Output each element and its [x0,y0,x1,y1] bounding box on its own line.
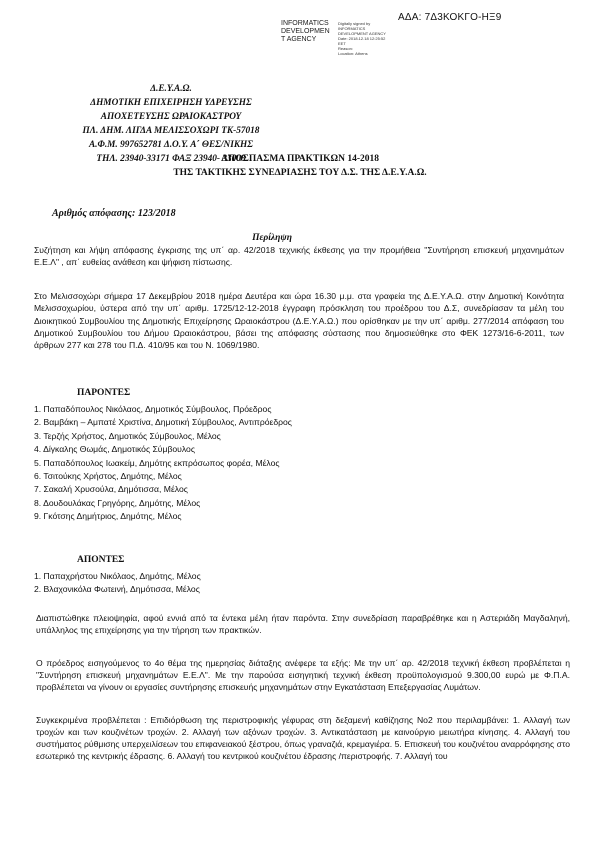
decision-number: Αριθμός απόφασης: 123/2018 [52,208,176,219]
header-line: Α.Φ.Μ. 997652781 Δ.Ο.Υ. Α΄ ΘΕΣ/ΝΙΚΗΣ [88,140,254,150]
stamp-org-name: INFORMATICS DEVELOPMEN T AGENCY [281,20,330,43]
document-title: ΑΠΟΣΠΑΣΜΑ ΠΡΑΚΤΙΚΩΝ 14-2018 ΤΗΣ ΤΑΚΤΙΚΗΣ ΣΥΝΕΔΡΙΑΣΗΣ ΤΟΥ Δ.Σ. ΤΗΣ Δ.Ε.Υ.Α.Ω. [173,154,427,178]
list-item: 1. Παπαδόπουλος Νικόλαος, Δημοτικός Σύμβουλος, Πρόεδρος [34,404,272,414]
list-item: 2. Βαμβάκη – Αμπατέ Χριστίνα, Δημοτική Σύμβουλος, Αντιπρόεδρος [34,417,292,428]
list-item: 8. Δουδουλάκας Γρηγόρης, Δημότης, Μέλος [34,497,201,508]
header-line: ΤΗΛ. 23940-33171 ΦΑΞ 23940- 33008 [96,154,246,164]
quorum-paragraph: Διαπιστώθηκε πλειοψηφία, αφού εννιά από τα έντεκα μέλη ήταν παρόντα. Στην συνεδρίαση παραβρέθηκε και η Αστεριάδη Μαγδαληνή, υπάλληλος της επιχείρησης για την τήρηση των πρακτικών. [36,613,570,635]
intro-paragraph: Στο Μελισσοχώρι σήμερα 17 Δεκεμβρίου 2018 ημέρα Δευτέρα και ώρα 16.30 μ.μ. στα γραφεία της Δ.Ε.Υ.Α.Ω. στην Δημοτική Κοινότητα Μελισσοχωρίου, ύστερα από την υπ΄ αριθμ. 1725/12-12-2018 έγγραφη πρόσκληση του προέδρου του Δ.Σ, συνεδρίασαν τα μέλη του Διοικητικού Συμβουλίου της Δημοτικής Επιχείρησης Ωραιοκάστρου (Δ.Ε.Υ.Α.Ω.) που ορίσθηκαν με την υπ΄ αριθμ. 277/2014 απόφαση του Δημοτικού Συμβουλίου του Δήμου Ωραιοκάστρου, βάσει της απόφασης σύστασης που δημοσιεύθηκε στο ΦΕΚ 1273/16-6-2011, των άρθρων 277 και 278 του Π.Δ. 410/95 και του Ν. 1069/1980. [34,291,564,351]
list-item: 6. Τσιτούκης Χρήστος, Δημότης, Μέλος [34,471,182,482]
list-item: 4. Δίγκαλης Θωμάς, Δημοτικός Σύμβουλος [34,444,195,455]
absent-members-list [34,570,201,597]
stamp-details: Digitally signed by INFORMATICS DEVELOPMENT AGENCY Date: 2018.12.18 12:25:52 EET Reason: Location: Athens [338,21,386,56]
summary-text: Συζήτηση και λήψη απόφασης έγκρισης της υπ΄ αρ. 42/2018 τεχνικής έκθεσης για την προμήθεια "Συντήρηση επισκευή μηχανημάτων Ε.Ε.Λ" , απ΄ ευθείας ανάθεση και ψήφιση πίστωσης. [34,245,564,268]
absent-heading: ΑΠΟΝΤΕΣ [77,555,125,565]
list-item: 3. Τερζής Χρήστος, Δημοτικός Σύμβουλος, Μέλος [34,430,221,441]
header-line: ΔΗΜΟΤΙΚΗ ΕΠΙΧΕΙΡΗΣΗ ΥΔΡΕΥΣΗΣ [90,98,252,108]
present-members-list [34,403,292,524]
summary-heading: Περίληψη [252,233,292,243]
list-item: 9. Γκότσης Δημήτριος, Δημότης, Μέλος [34,511,182,522]
list-item: 1. Παπαχρήστου Νικόλαος, Δημότης, Μέλος [34,571,201,581]
topic-paragraph: Ο πρόεδρος εισηγούμενος το 4ο θέμα της ημερησίας διάταξης ανέφερε τα εξής: Με την υπ΄ αρ. 42/2018 τεχνική έκθεση προβλέπεται η "Συντήρηση επισκευή μηχανημάτων Ε.Ε.Λ". Με την παρούσα εισηγητική τεχνική έκθεση προϋπολογισμού 9.300,00 ευρώ με Φ.Π.Α. προβλέπεται να γίνουν οι εργασίες συντήρησης επισκευής μηχανημάτων στην Εγκατάσταση Επεξεργασίας Λυμάτων. [36,658,570,692]
ada-code: ΑΔΑ: 7Δ3ΚΟΚΓΟ-ΗΞ9 [398,12,502,23]
header-line: ΠΛ. ΔΗΜ. ΛΙΓΔΑ ΜΕΛΙΣΣΟΧΩΡΙ ΤΚ-57018 [82,126,260,136]
present-heading: ΠΑΡΟΝΤΕΣ [77,388,131,398]
list-item: 5. Παπαδόπουλος Ιωακείμ, Δημότης εκπρόσωπος φορέα, Μέλος [34,457,280,468]
list-item: 7. Σακαλή Χρυσούλα, Δημότισσα, Μέλος [34,484,188,495]
list-item: 2. Βλαχονικόλα Φωτεινή, Δημότισσα, Μέλος [34,584,200,595]
header-line: ΑΠΟΧΕΤΕΥΣΗΣ ΩΡΑΙΟΚΑΣΤΡΟΥ [100,112,242,122]
specifics-paragraph: Συγκεκριμένα προβλέπεται : Επιδιόρθωση της περιστροφικής γέφυρας στη δεξαμενή καθίζησης Νο2 που περιλαμβάνει: 1. Αλλαγή των τροχών και των κουζινέτων τροχών. 2. Αλλαγή των αξόνων τροχών. 3. Αντικατάσταση με καινούργιο μειωτήρα κίνησης. 4. Αλλαγή του συστήματος ρύθμισης υπερχειλίσεων του επιφανειακού ξέστρου, όπως γραναζιά, κρεμαγιέρα. 5. Επισκευή του κουζινέτου αναρρόφησης στο εσωτερικό της κεντρικής έδρασης. 6. Αλλαγή του κεντρικού κουζινέτου έδρασης /περιστροφής. 7. Αλλαγή του [36,715,570,761]
header-line: Δ.Ε.Υ.Α.Ω. [150,84,192,94]
